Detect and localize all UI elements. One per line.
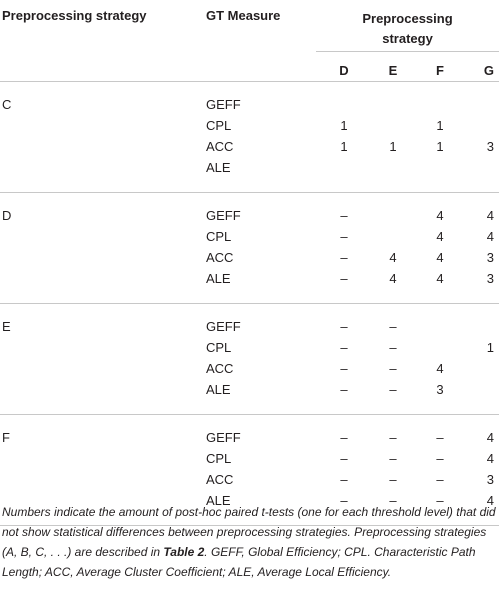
cell-value-f: 4	[436, 229, 444, 244]
cell-value-f: –	[436, 451, 444, 466]
cell-value-g: 3	[486, 472, 495, 487]
cell-value-e	[372, 160, 414, 193]
cell-value-f: 4	[436, 271, 444, 286]
cell-measure: ALE	[206, 382, 231, 397]
cell-value-g: 1	[486, 340, 495, 355]
cell-strategy	[0, 382, 206, 415]
table-row	[0, 193, 499, 230]
header-blank-2	[206, 29, 316, 52]
table-row	[0, 139, 499, 160]
cell-value-f	[414, 160, 466, 193]
footnote-text-before: Numbers indicate the amount of post-hoc paired t-tests (one for each threshold level) that did not show statistical differences between preprocessing strategies. Preprocessing strategies (A, B, C, . . .) are described in	[2, 505, 496, 559]
cell-value-e	[372, 118, 414, 139]
header-span-line2: strategy	[382, 31, 433, 46]
header-col-f: F	[414, 52, 466, 82]
cell-value-e: 1	[389, 139, 397, 154]
cell-value-f	[414, 304, 466, 341]
table-row	[0, 271, 499, 304]
table-row	[0, 82, 499, 119]
cell-value-g: 3	[486, 250, 495, 265]
cell-value-g	[466, 118, 499, 139]
cell-measure: GEFF	[206, 304, 316, 341]
footnote-text-after: . GEFF, Global Efficiency; CPL. Characteristic Path Length; ACC, Average Cluster Coefficient; ALE, Average Local Efficiency.	[2, 545, 476, 579]
table-footnote	[2, 502, 497, 582]
cell-value-g: 3	[486, 271, 495, 286]
cell-value-f: 4	[436, 250, 444, 265]
cell-measure: ACC	[206, 472, 234, 487]
cell-strategy	[0, 250, 206, 271]
cell-value-e	[372, 229, 414, 250]
cell-value-e: –	[389, 340, 397, 355]
cell-value-g	[466, 160, 499, 193]
cell-value-f: –	[414, 493, 466, 526]
cell-strategy	[0, 160, 206, 193]
cell-value-g	[466, 82, 499, 119]
cell-value-d: 1	[340, 118, 348, 133]
cell-strategy	[0, 472, 206, 493]
cell-value-e: –	[389, 361, 397, 376]
cell-value-g	[466, 361, 499, 382]
cell-measure: CPL	[206, 340, 232, 355]
cell-strategy: D	[0, 193, 206, 230]
cell-value-g: 3	[486, 139, 495, 154]
cell-measure: GEFF	[206, 415, 316, 452]
table-row	[0, 304, 499, 341]
cell-value-d	[316, 160, 372, 193]
table-row	[0, 361, 499, 382]
cell-value-e: –	[389, 382, 397, 397]
cell-value-d: –	[340, 361, 348, 376]
table-row	[0, 250, 499, 271]
cell-value-d: –	[316, 193, 372, 230]
cell-value-g: 4	[466, 415, 499, 452]
cell-strategy	[0, 271, 206, 304]
cell-strategy	[0, 340, 206, 361]
cell-strategy	[0, 139, 206, 160]
cell-value-e: –	[372, 415, 414, 452]
cell-strategy	[0, 229, 206, 250]
cell-value-f	[414, 340, 466, 361]
cell-value-f: –	[436, 472, 444, 487]
cell-value-e: –	[372, 493, 414, 526]
cell-value-e: –	[389, 472, 397, 487]
header-gt-measure: GT Measure	[206, 8, 281, 23]
table-row	[0, 451, 499, 472]
cell-value-d: –	[340, 340, 348, 355]
cell-measure: CPL	[206, 118, 232, 133]
cell-value-e	[372, 82, 414, 119]
cell-value-g	[466, 382, 499, 415]
cell-value-g: 4	[486, 229, 495, 244]
table-row	[0, 415, 499, 452]
table-header	[0, 0, 499, 82]
cell-value-g: 4	[486, 451, 495, 466]
cell-measure: ACC	[206, 139, 234, 154]
header-col-d: D	[316, 52, 372, 82]
header-row-3	[0, 52, 499, 82]
header-blank-3	[0, 52, 206, 82]
cell-measure: ACC	[206, 361, 234, 376]
cell-measure: CPL	[206, 229, 232, 244]
cell-measure: ALE	[206, 160, 231, 175]
header-span-group	[316, 0, 499, 29]
header-row-1	[0, 0, 499, 29]
cell-value-d: –	[340, 271, 348, 286]
table-row	[0, 472, 499, 493]
cell-value-d: –	[340, 229, 348, 244]
cell-value-d: –	[316, 415, 372, 452]
cell-value-e: –	[372, 304, 414, 341]
cell-strategy	[0, 118, 206, 139]
cell-measure: ALE	[206, 493, 316, 526]
header-preprocessing-strategy: Preprocessing strategy	[2, 8, 147, 23]
cell-value-f	[414, 82, 466, 119]
cell-value-d: –	[340, 472, 348, 487]
cell-value-d	[316, 82, 372, 119]
header-col-e: E	[372, 52, 414, 82]
cell-value-g: 4	[466, 493, 499, 526]
table-row	[0, 382, 499, 415]
cell-measure: ALE	[206, 271, 231, 286]
cell-value-f: 4	[414, 193, 466, 230]
cell-strategy: C	[0, 82, 206, 119]
cell-value-d: –	[340, 250, 348, 265]
cell-value-e: 4	[389, 271, 397, 286]
table-row	[0, 118, 499, 139]
cell-value-d: –	[340, 382, 348, 397]
cell-measure: GEFF	[206, 82, 316, 119]
cell-strategy: F	[0, 415, 206, 452]
table-row	[0, 229, 499, 250]
cell-measure: GEFF	[206, 193, 316, 230]
cell-value-g	[466, 304, 499, 341]
cell-value-d: –	[316, 493, 372, 526]
table-row	[0, 340, 499, 361]
footnote-table-ref: Table 2	[163, 545, 205, 559]
cell-value-e: 4	[389, 250, 397, 265]
cell-value-f: 1	[436, 139, 444, 154]
header-span-line1: Preprocessing	[362, 11, 453, 26]
table-row	[0, 160, 499, 193]
cell-value-f: –	[414, 415, 466, 452]
header-col-g: G	[466, 52, 499, 82]
cell-strategy	[0, 451, 206, 472]
table-body	[0, 82, 499, 526]
cell-strategy	[0, 361, 206, 382]
header-row-2	[0, 29, 499, 52]
cell-value-g: 4	[466, 193, 499, 230]
cell-value-d: –	[340, 451, 348, 466]
cell-value-e	[372, 193, 414, 230]
cell-measure: CPL	[206, 451, 232, 466]
header-blank-4	[206, 52, 316, 82]
cell-value-d: 1	[340, 139, 348, 154]
cell-value-e: –	[389, 451, 397, 466]
cell-value-f: 1	[436, 118, 444, 133]
cell-value-f: 4	[436, 361, 444, 376]
cell-value-f: 3	[436, 382, 444, 397]
cell-value-d: –	[316, 304, 372, 341]
cell-measure: ACC	[206, 250, 234, 265]
cell-strategy: E	[0, 304, 206, 341]
header-blank-1	[0, 29, 206, 52]
